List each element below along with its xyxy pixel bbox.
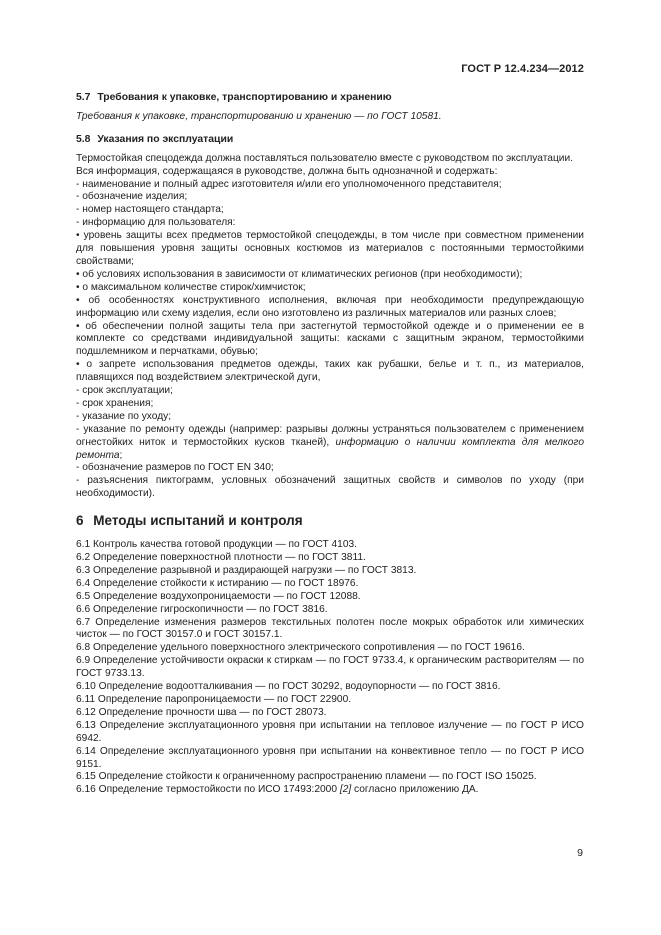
list-item: - наименование и полный адрес изготовителя и/или его уполномоченного представителя; (76, 178, 502, 190)
method-item: 6.8 Определение удельного поверхностного электрического сопротивления — по ГОСТ 19616. (76, 642, 525, 654)
section-6-heading (76, 515, 584, 528)
section-title: Указания по эксплуатации (97, 133, 234, 145)
paragraph: Термостойкая спецодежда должна поставляться пользователю вместе с руководством по эксплуатации. (76, 152, 573, 164)
section-title: Методы испытаний и контроля (93, 513, 303, 529)
method-item: 6.14 Определение эксплуатационного уровня при испытании на конвективное тепло — по ГОСТ Р ИСО 9151. (76, 745, 584, 770)
method-item: 6.13 Определение эксплуатационного уровня при испытании на тепловое излучение — по ГОСТ Р ИСО 6942. (76, 719, 584, 744)
repair-kit-text: информацию о наличии комплекта для мелкого ремонта (76, 436, 584, 461)
method-text-end: согласно приложению ДА. (351, 784, 479, 796)
list-item: - указание по уходу; (76, 410, 172, 422)
list-item: • уровень защиты всех предметов термостойкой спецодежды, в том числе при совместном применении для повышения уровня защиты основных костюмов из материалов с постоянными термостойкими свойствами; (76, 230, 584, 267)
list-item: - номер настоящего стандарта; (76, 204, 224, 216)
page-number: 9 (577, 847, 583, 859)
paragraph: Вся информация, содержащаяся в руководстве, должна быть однозначной и содержать: (76, 165, 498, 177)
list-item: • о запрете использования предметов одежды, таких как рубашки, белье и т. п., из материалов, плавящихся под воздействием электрической дуги, (76, 359, 584, 384)
method-item: 6.6 Определение гигроскопичности — по ГОСТ 3816. (76, 603, 328, 615)
method-item: 6.12 Определение прочности шва — по ГОСТ 28073. (76, 706, 327, 718)
list-item: - срок эксплуатации; (76, 385, 173, 397)
document-body (76, 92, 584, 797)
list-item: - разъяснения пиктограмм, условных обозначений защитных свойств и символов по уходу (при необходимости). (76, 475, 584, 500)
section-number: 5.7 (76, 92, 91, 103)
method-item: 6.4 Определение стойкости к истиранию — по ГОСТ 18976. (76, 577, 359, 589)
section-5-7-text: Требования к упаковке, транспортированию и хранению — по ГОСТ 10581. (76, 110, 442, 122)
method-item: 6.11 Определение паропроницаемости — по ГОСТ 22900. (76, 693, 352, 705)
bibliography-reference: [2] (339, 784, 352, 796)
method-item: 6.2 Определение поверхностной плотности — по ГОСТ 3811. (76, 552, 366, 563)
list-item-repair (76, 424, 584, 463)
list-item: - срок хранения; (76, 397, 154, 409)
section-number: 5.8 (76, 133, 91, 145)
repair-text: - указание по ремонту одежды (например: разрывы должны устраняться пользователем с применением огнестойких ниток и термостойких кусков тканей), (76, 423, 584, 448)
list-item: • об условиях использования в зависимости от климатических регионов (при необходимости); (76, 268, 523, 280)
method-item: 6.7 Определение изменения размеров текстильных полотен после мокрых обработок или химических чисток — по ГОСТ 30157.0 и ГОСТ 30157.1. (76, 616, 584, 641)
list-item: - информацию для пользователя: (76, 217, 236, 229)
list-item: • о максимальном количестве стирок/химчисток; (76, 281, 306, 293)
list-item: - обозначение изделия; (76, 191, 188, 203)
section-5-7-heading (76, 92, 584, 105)
method-item: 6.10 Определение водоотталкивания — по ГОСТ 30292, водоупорности — по ГОСТ 3816. (76, 681, 501, 693)
standard-header: ГОСТ Р 12.4.234—2012 (461, 63, 584, 75)
method-text: 6.16 Определение термостойкости по ИСО 17493:2000 (76, 784, 340, 796)
section-5-8-heading (76, 134, 584, 147)
method-item-last (76, 784, 584, 797)
section-title: Требования к упаковке, транспортированию и хранению (97, 92, 392, 103)
method-item: 6.3 Определение разрывной и раздирающей нагрузки — по ГОСТ 3813. (76, 564, 417, 576)
repair-end: ; (119, 449, 123, 461)
list-item: • об обеспечении полной защиты тела при застегнутой термостойкой одежде и о применении ее в комплекте со средствами индивидуальной защиты: касками с защитным экраном, термостойкими подшлемником и перчатками, обувью; (76, 320, 584, 358)
method-item: 6.9 Определение устойчивости окраски к стиркам — по ГОСТ 9733.4, к органическим растворителям — по ГОСТ 9733.13. (76, 655, 584, 680)
section-number: 6 (76, 513, 84, 529)
list-item: • об особенностях конструктивного исполнения, включая при необходимости предупреждающую информацию или схему изделия, если оно изготовлено из различных материалов или разных слоев; (76, 294, 584, 319)
method-item: 6.5 Определение воздухопроницаемости — по ГОСТ 12088. (76, 590, 361, 602)
list-item: - обозначение размеров по ГОСТ EN 340; (76, 462, 274, 474)
method-item: 6.1 Контроль качества готовой продукции — по ГОСТ 4103. (76, 539, 357, 551)
method-item: 6.15 Определение стойкости к ограниченному распространению пламени — по ГОСТ ISO 15025. (76, 771, 537, 783)
